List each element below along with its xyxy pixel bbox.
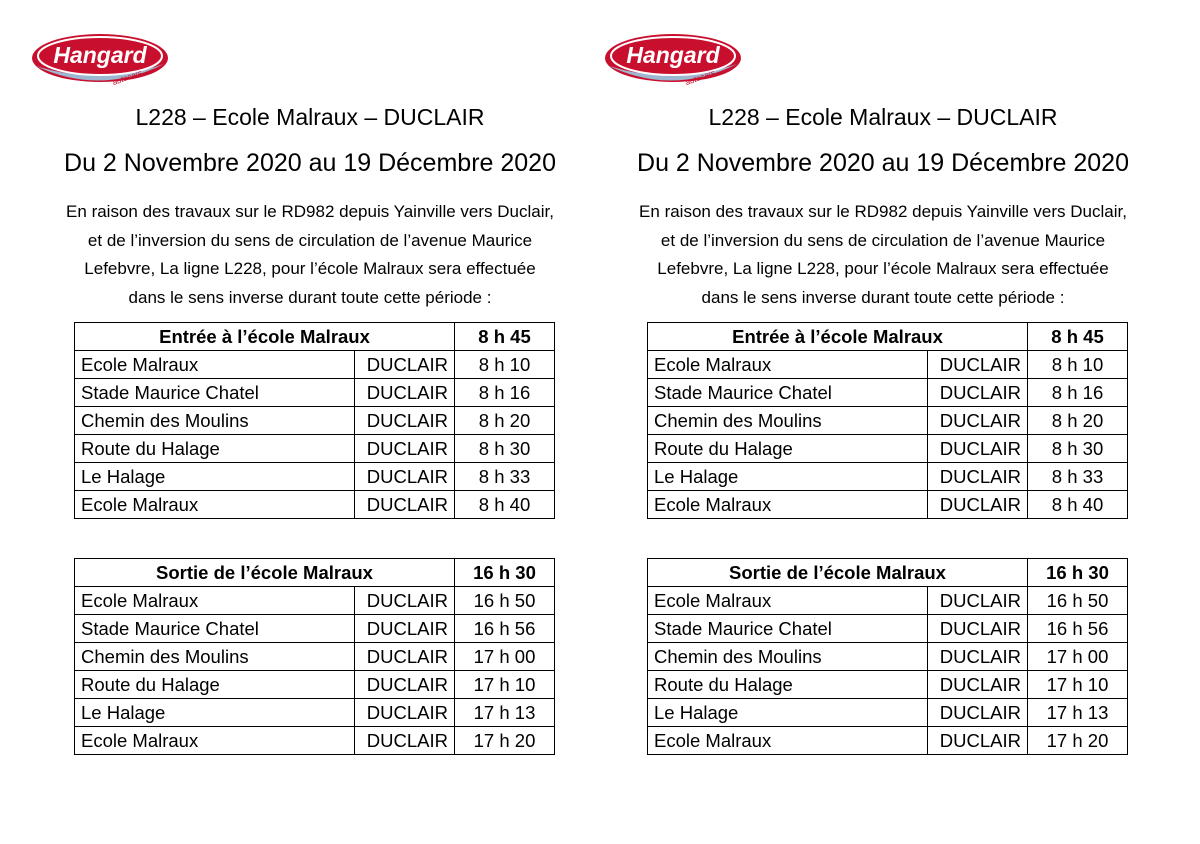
exit-header: Sortie de l’école Malraux: [648, 559, 1028, 587]
stop-name: Route du Halage: [648, 435, 928, 463]
stop-time: 8 h 10: [455, 351, 555, 379]
stop-town: DUCLAIR: [355, 643, 455, 671]
stop-town: DUCLAIR: [928, 587, 1028, 615]
stop-town: DUCLAIR: [928, 671, 1028, 699]
line-title: L228 – Ecole Malraux – DUCLAIR: [708, 104, 1058, 130]
stop-time: 17 h 00: [1028, 643, 1128, 671]
stop-time: 8 h 10: [1028, 351, 1128, 379]
exit-timetable: [74, 558, 555, 755]
stop-time: 8 h 16: [1028, 379, 1128, 407]
entry-header-time: 8 h 45: [455, 323, 555, 351]
table-row: [75, 699, 555, 727]
stop-name: Route du Halage: [648, 671, 928, 699]
stop-time: 17 h 13: [455, 699, 555, 727]
notice-line: Lefebvre, La ligne L228, pour l’école Malraux sera effectuée: [657, 259, 1109, 278]
stop-time: 8 h 40: [455, 491, 555, 519]
stop-name: Le Halage: [648, 699, 928, 727]
entry-header: Entrée à l’école Malraux: [648, 323, 1028, 351]
stop-time: 17 h 20: [1028, 727, 1128, 755]
stop-name: Ecole Malraux: [648, 587, 928, 615]
line-title: L228 – Ecole Malraux – DUCLAIR: [135, 104, 485, 130]
stop-time: 17 h 00: [455, 643, 555, 671]
table-row: [648, 615, 1128, 643]
table-row: [75, 671, 555, 699]
notice-text: [30, 198, 590, 312]
table-row: [75, 435, 555, 463]
hangard-logo: [603, 30, 743, 92]
timetable-panel-left: [30, 0, 590, 844]
notice-line: et de l’inversion du sens de circulation de l’avenue Maurice: [660, 230, 1106, 250]
table-row: [648, 587, 1128, 615]
stop-time: 17 h 13: [1028, 699, 1128, 727]
table-row: [648, 671, 1128, 699]
stop-time: 17 h 20: [455, 727, 555, 755]
table-row: [648, 435, 1128, 463]
stop-name: Stade Maurice Chatel: [648, 615, 928, 643]
period-title: Du 2 Novembre 2020 au 19 Décembre 2020: [637, 149, 1129, 177]
stop-town: DUCLAIR: [355, 615, 455, 643]
stop-name: Route du Halage: [75, 435, 355, 463]
stop-name: Ecole Malraux: [648, 351, 928, 379]
stop-town: DUCLAIR: [355, 699, 455, 727]
notice-text: [603, 198, 1163, 312]
notice-line: En raison des travaux sur le RD982 depuis Yainville vers Duclair,: [66, 202, 554, 221]
stop-town: DUCLAIR: [928, 435, 1028, 463]
table-row: [75, 351, 555, 379]
stop-name: Le Halage: [648, 463, 928, 491]
table-row: [648, 379, 1128, 407]
table-row: [75, 615, 555, 643]
hangard-logo: [30, 30, 170, 92]
stop-town: DUCLAIR: [355, 727, 455, 755]
stop-name: Chemin des Moulins: [648, 407, 928, 435]
stop-name: Ecole Malraux: [75, 587, 355, 615]
svg-text:Hangard: Hangard: [626, 42, 720, 68]
stop-time: 8 h 20: [455, 407, 555, 435]
table-header-row: [75, 559, 555, 587]
entry-timetable: [74, 322, 555, 519]
stop-town: DUCLAIR: [928, 379, 1028, 407]
stop-name: Route du Halage: [75, 671, 355, 699]
stop-town: DUCLAIR: [355, 671, 455, 699]
notice-line: et de l’inversion du sens de circulation de l’avenue Maurice: [87, 230, 533, 250]
stop-time: 8 h 20: [1028, 407, 1128, 435]
stop-name: Le Halage: [75, 463, 355, 491]
stop-town: DUCLAIR: [928, 699, 1028, 727]
stop-name: Chemin des Moulins: [648, 643, 928, 671]
stop-name: Ecole Malraux: [75, 727, 355, 755]
stop-name: Ecole Malraux: [648, 491, 928, 519]
stop-town: DUCLAIR: [355, 379, 455, 407]
period-title: Du 2 Novembre 2020 au 19 Décembre 2020: [64, 149, 556, 177]
entry-header-time: 8 h 45: [1028, 323, 1128, 351]
table-header-row: [648, 559, 1128, 587]
table-row: [648, 643, 1128, 671]
stop-time: 16 h 56: [1028, 615, 1128, 643]
stop-time: 17 h 10: [1028, 671, 1128, 699]
stop-name: Stade Maurice Chatel: [75, 615, 355, 643]
table-row: [75, 643, 555, 671]
stop-time: 8 h 40: [1028, 491, 1128, 519]
entry-header: Entrée à l’école Malraux: [75, 323, 455, 351]
notice-line: Lefebvre, La ligne L228, pour l’école Malraux sera effectuée: [84, 259, 536, 278]
table-row: [648, 491, 1128, 519]
stop-town: DUCLAIR: [928, 407, 1028, 435]
stop-name: Ecole Malraux: [75, 491, 355, 519]
stop-name: Ecole Malraux: [648, 727, 928, 755]
exit-header-time: 16 h 30: [1028, 559, 1128, 587]
svg-text:autocars: autocars: [684, 68, 717, 88]
stop-town: DUCLAIR: [355, 351, 455, 379]
stop-time: 8 h 33: [455, 463, 555, 491]
exit-timetable: [647, 558, 1128, 755]
table-row: [75, 379, 555, 407]
notice-line: En raison des travaux sur le RD982 depuis Yainville vers Duclair,: [639, 202, 1127, 221]
stop-time: 8 h 30: [455, 435, 555, 463]
table-row: [75, 587, 555, 615]
stop-town: DUCLAIR: [355, 491, 455, 519]
table-header-row: [648, 323, 1128, 351]
stop-name: Stade Maurice Chatel: [75, 379, 355, 407]
stop-time: 16 h 56: [455, 615, 555, 643]
stop-town: DUCLAIR: [928, 351, 1028, 379]
table-header-row: [75, 323, 555, 351]
table-row: [75, 491, 555, 519]
exit-header-time: 16 h 30: [455, 559, 555, 587]
timetable-panel-right: [603, 0, 1163, 844]
stop-town: DUCLAIR: [928, 491, 1028, 519]
exit-header: Sortie de l’école Malraux: [75, 559, 455, 587]
stop-name: Ecole Malraux: [75, 351, 355, 379]
stop-name: Chemin des Moulins: [75, 643, 355, 671]
stop-time: 8 h 30: [1028, 435, 1128, 463]
stop-name: Le Halage: [75, 699, 355, 727]
table-row: [75, 727, 555, 755]
stop-town: DUCLAIR: [928, 727, 1028, 755]
stop-town: DUCLAIR: [928, 615, 1028, 643]
table-row: [648, 407, 1128, 435]
notice-line: dans le sens inverse durant toute cette période :: [128, 287, 492, 307]
stop-town: DUCLAIR: [355, 587, 455, 615]
svg-text:Hangard: Hangard: [53, 42, 147, 68]
table-row: [648, 463, 1128, 491]
stop-town: DUCLAIR: [355, 463, 455, 491]
stop-time: 8 h 33: [1028, 463, 1128, 491]
notice-line: dans le sens inverse durant toute cette période :: [701, 287, 1065, 307]
stop-town: DUCLAIR: [355, 435, 455, 463]
stop-time: 16 h 50: [455, 587, 555, 615]
stop-time: 17 h 10: [455, 671, 555, 699]
table-row: [648, 727, 1128, 755]
stop-time: 8 h 16: [455, 379, 555, 407]
stop-name: Chemin des Moulins: [75, 407, 355, 435]
table-row: [648, 699, 1128, 727]
stop-name: Stade Maurice Chatel: [648, 379, 928, 407]
table-row: [75, 407, 555, 435]
stop-time: 16 h 50: [1028, 587, 1128, 615]
svg-text:autocars: autocars: [111, 68, 144, 88]
table-row: [75, 463, 555, 491]
stop-town: DUCLAIR: [355, 407, 455, 435]
entry-timetable: [647, 322, 1128, 519]
stop-town: DUCLAIR: [928, 463, 1028, 491]
table-row: [648, 351, 1128, 379]
stop-town: DUCLAIR: [928, 643, 1028, 671]
